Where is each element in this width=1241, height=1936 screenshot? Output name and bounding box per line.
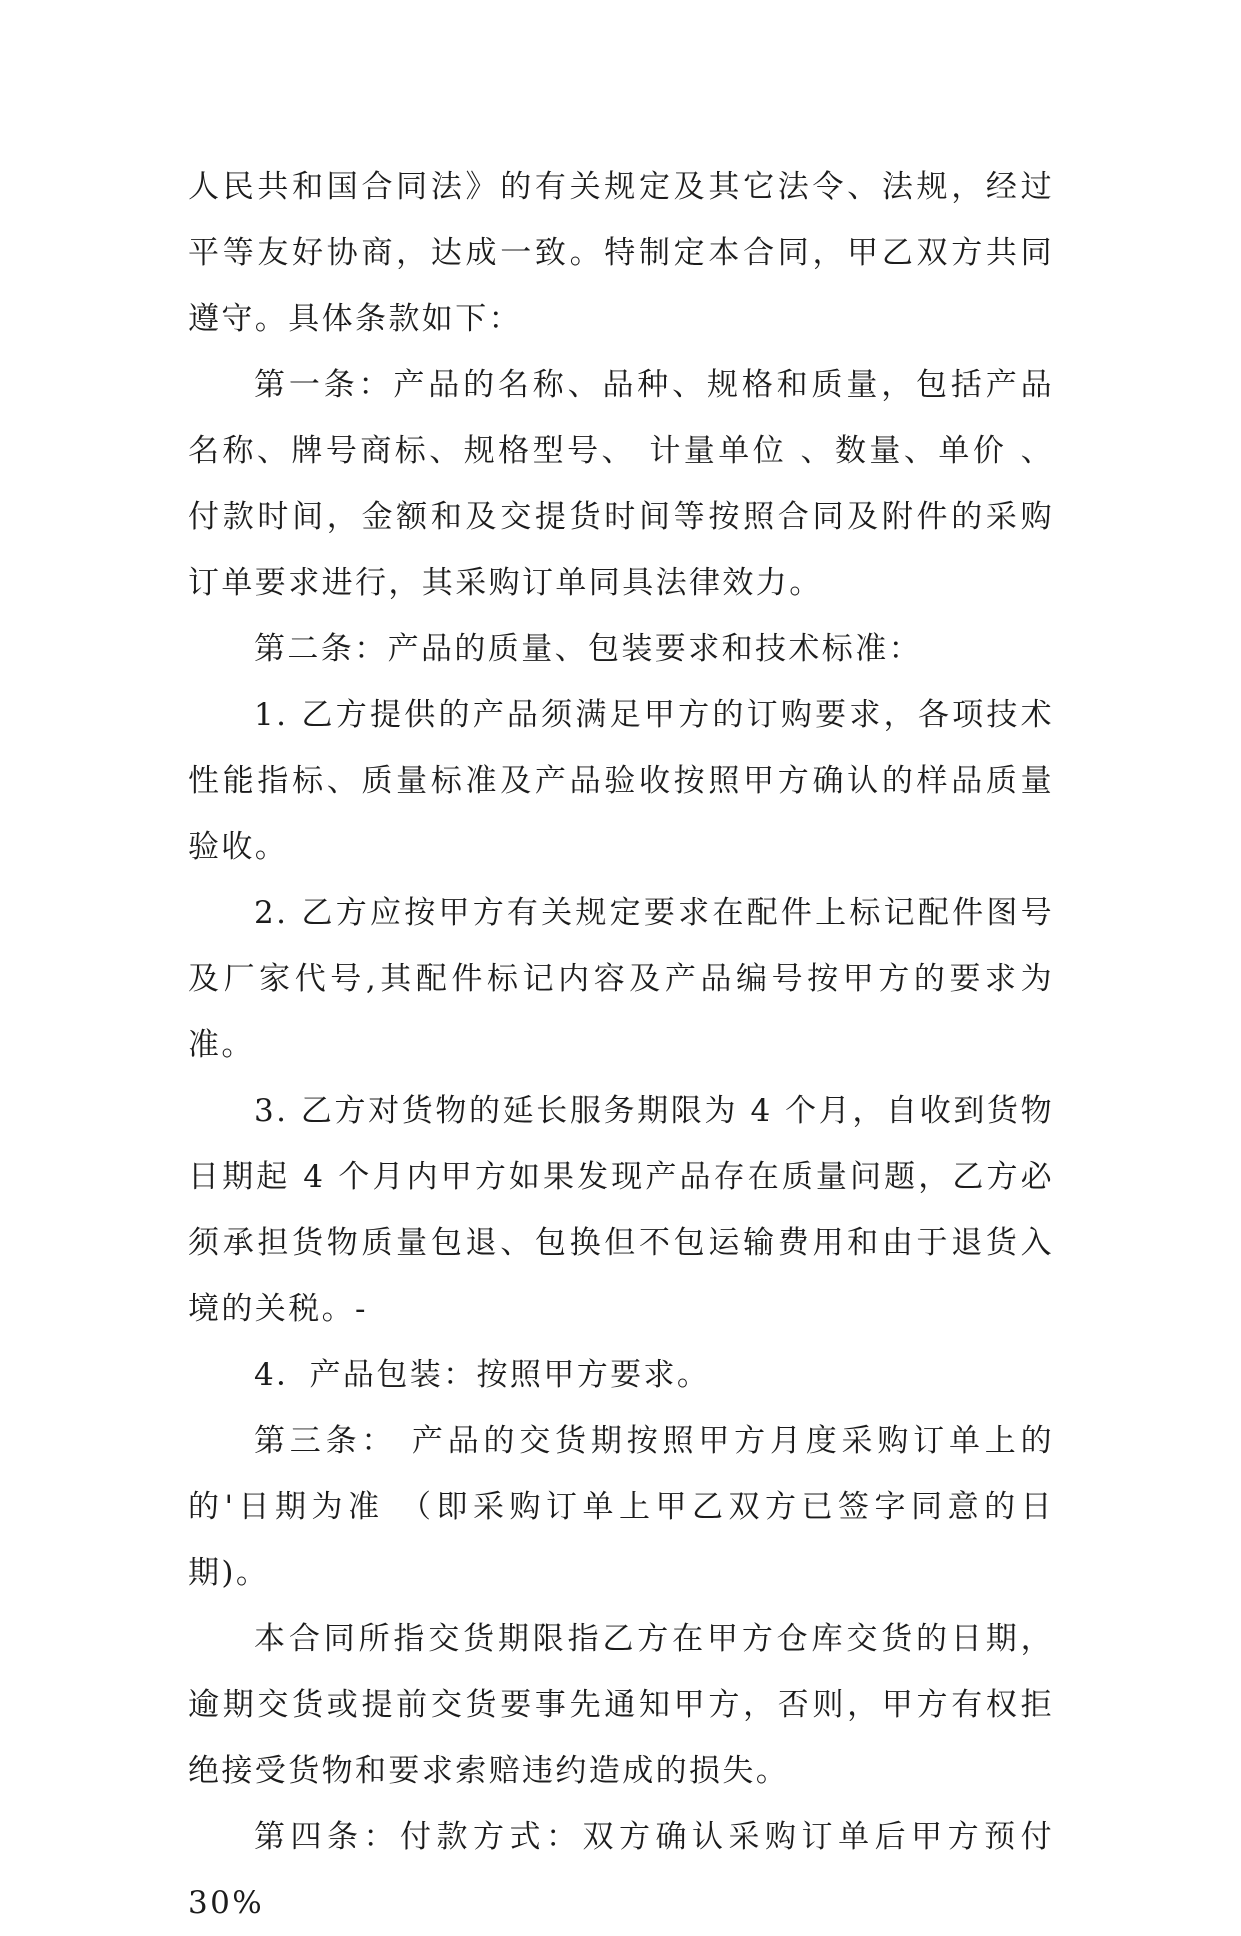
paragraph-article-1: 第一条：产品的名称、品种、规格和质量，包括产品名称、牌号商标、规格型号、 计量单位 、数量、单价 、付款时间，金额和及交提货时间等按照合同及附件的采购订单要求进行，其采购订单同具法律效力。	[188, 367, 1054, 601]
paragraph-article-3: 第三条： 产品的交货期按照甲方月度采购订单上的的'日期为准 （即采购订单上甲乙双方已签字同意的日期)。	[188, 1423, 1054, 1591]
paragraph-article-2-item-2: 2. 乙方应按甲方有关规定要求在配件上标记配件图号及厂家代号,其配件标记内容及产品编号按甲方的要求为准。	[188, 895, 1054, 1063]
paragraph-preamble-continuation: 人民共和国合同法》的有关规定及其它法令、法规，经过平等友好协商，达成一致。特制定本合同，甲乙双方共同遵守。具体条款如下：	[188, 169, 1054, 337]
document-body	[188, 154, 1054, 1936]
paragraph-article-4: 第四条：付款方式：双方确认采购订单后甲方预付 30%	[188, 1819, 1054, 1921]
paragraph-delivery-terms: 本合同所指交货期限指乙方在甲方仓库交货的日期，逾期交货或提前交货要事先通知甲方，否则，甲方有权拒绝接受货物和要求索赔违约造成的损失。	[188, 1621, 1054, 1789]
paragraph-article-2-item-3: 3. 乙方对货物的延长服务期限为 4 个月，自收到货物日期起 4 个月内甲方如果发现产品存在质量问题，乙方必须承担货物质量包退、包换但不包运输费用和由于退货入境的关税。-	[188, 1093, 1054, 1327]
paragraph-article-2-heading: 第二条：产品的质量、包装要求和技术标准：	[254, 631, 922, 667]
paragraph-article-2-item-4: 4．产品包装：按照甲方要求。	[254, 1357, 711, 1393]
paragraph-article-2-item-1: 1. 乙方提供的产品须满足甲方的订购要求，各项技术性能指标、质量标准及产品验收按照甲方确认的样品质量验收。	[188, 697, 1054, 865]
